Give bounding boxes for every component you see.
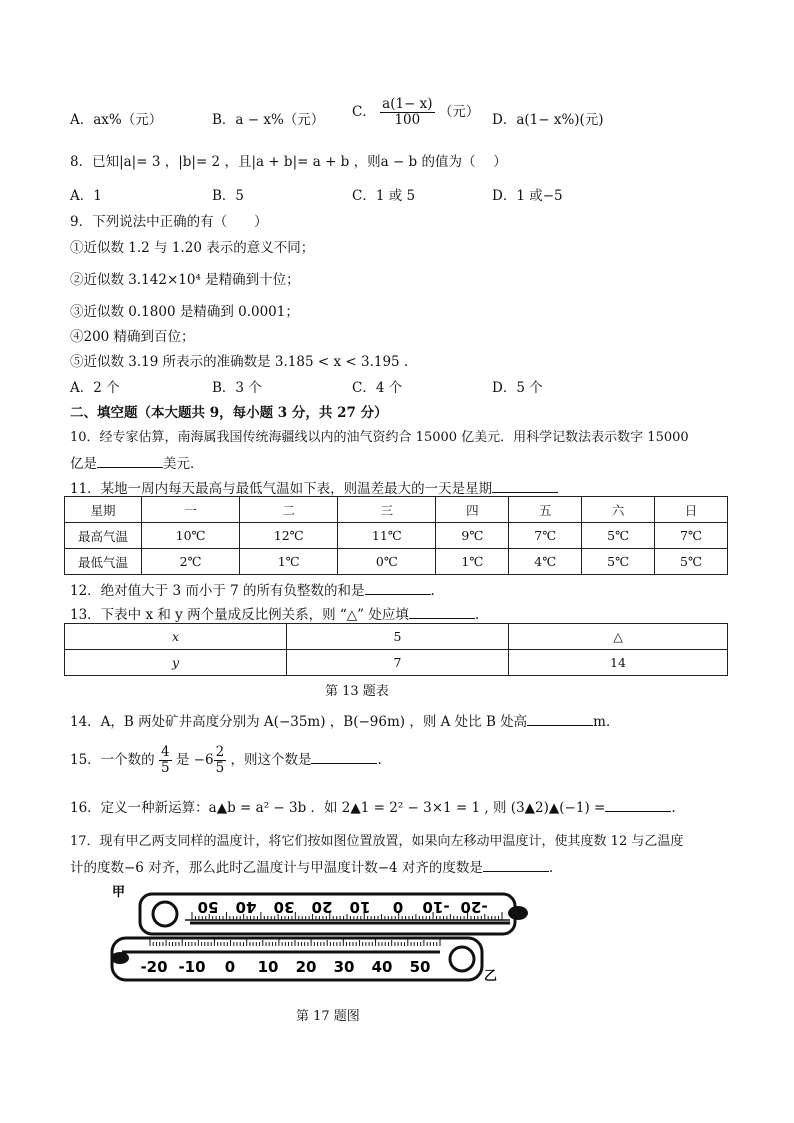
q13-cell: y <box>65 650 287 676</box>
q11-stem: 11．某地一周内每天最高与最低气温如下表，则温差最大的一天是星期 <box>70 481 493 497</box>
q11-cell: 12℃ <box>240 523 338 549</box>
q17-end: . <box>548 860 554 876</box>
scale-label: -10 <box>422 898 450 916</box>
q12-end: . <box>430 583 435 599</box>
q11-temperature-table <box>64 496 728 575</box>
jia-bulb <box>508 906 528 920</box>
q13-caption: 第 13 题表 <box>325 684 389 699</box>
q11-header-cell: 四 <box>436 497 509 523</box>
q15-end: . <box>377 751 382 768</box>
scale-label: 30 <box>273 898 295 916</box>
q17-line2 <box>70 856 553 876</box>
q16-line <box>70 796 676 816</box>
q13-end: . <box>474 607 480 623</box>
scale-label: -20 <box>460 898 488 916</box>
q11-header-row <box>65 497 728 523</box>
q9-item-4: ④200 精确到百位； <box>70 329 195 345</box>
q15-line <box>70 745 382 776</box>
scale-label: 10 <box>349 898 371 916</box>
q8-option-c: C．1 或 5 <box>352 188 416 204</box>
q11-header-cell: 五 <box>509 497 582 523</box>
q7-option-d: D．a(1− x%)(元) <box>492 112 604 128</box>
q13-row-y <box>65 650 728 676</box>
section-2-heading: 二、填空题（本大题共 9，每小题 3 分，共 27 分） <box>70 405 388 421</box>
q15-fraction-2 <box>214 745 227 776</box>
q9-option-a: A．2 个 <box>70 380 120 396</box>
q13-cell: x <box>65 624 287 650</box>
q10-line1: 10．经专家估算，南海属我国传统海疆线以内的油气资约合 15000 亿美元．用科学记数法表示数字 15000 <box>70 430 689 445</box>
yi-hole <box>450 947 474 971</box>
q17-caption: 第 17 题图 <box>296 1009 360 1024</box>
q9-item-5: ⑤近似数 3.19 所表示的准确数是 3.185 < x < 3.195 . <box>70 354 409 370</box>
scale-label: 50 <box>409 958 431 976</box>
q11-cell: 10℃ <box>142 523 240 549</box>
q12-line <box>70 579 435 599</box>
q15-f1-den: 5 <box>160 759 170 776</box>
q16-end: . <box>671 800 676 816</box>
q11-cell: 7℃ <box>655 523 728 549</box>
q7-option-a: A．ax%（元） <box>70 112 163 128</box>
q11-cell: 7℃ <box>509 523 582 549</box>
q13-row-x <box>65 624 728 650</box>
q11-cell: 1℃ <box>240 549 338 575</box>
q7-option-b: B．a − x%（元） <box>212 112 325 128</box>
q12-stem: 12．绝对值大于 3 而小于 7 的所有负整数的和是 <box>70 583 365 599</box>
yi-bulb <box>111 952 129 964</box>
q13-stem: 13．下表中 x 和 y 两个量成反比例关系，则 “△” 处应填 <box>70 607 409 623</box>
q15-part3: ，则这个数是 <box>230 751 312 768</box>
q9-item-1: ①近似数 1.2 与 1.20 表示的意义不同； <box>70 240 315 256</box>
q15-answer-blank[interactable] <box>311 751 377 764</box>
q14-stem: 14．A，B 两处矿井高度分别为 A(−35m) ，B(−96m) ，则 A 处比 B 处高 <box>70 714 528 730</box>
q17-thermometers-figure <box>110 880 540 995</box>
q11-header-cell: 二 <box>240 497 338 523</box>
q17-line1: 17．现有甲乙两支同样的温度计，将它们按如图位置放置，如果向左移动甲温度计，使其度数 12 与乙温度 <box>70 834 684 849</box>
q9-option-d: D．5 个 <box>492 380 543 396</box>
q13-cell: 5 <box>287 624 509 650</box>
q11-header-cell: 一 <box>142 497 240 523</box>
q11-cell: 最低气温 <box>65 549 142 575</box>
q16-stem: 16．定义一种新运算：a▲b = a² − 3b ．如 2▲1 = 2² − 3×1 = 1 , 则 (3▲2)▲(−1) = <box>70 800 606 816</box>
q11-cell: 11℃ <box>338 523 436 549</box>
q13-answer-blank[interactable] <box>409 606 475 619</box>
scale-label: 40 <box>235 898 257 916</box>
q10-answer-blank[interactable] <box>97 455 163 468</box>
scale-label: 20 <box>311 898 333 916</box>
q15-fraction-1 <box>159 745 172 776</box>
q10-suffix: 美元． <box>163 456 204 472</box>
q13-table <box>64 623 728 676</box>
q11-header-cell: 日 <box>655 497 728 523</box>
scale-label: -20 <box>140 958 168 976</box>
jia-hole <box>153 902 177 926</box>
q11-header-cell: 三 <box>338 497 436 523</box>
q12-answer-blank[interactable] <box>365 582 431 595</box>
q9-option-c: C．4 个 <box>352 380 403 396</box>
q7-option-c-label: C． <box>352 103 376 120</box>
label-jia: 甲 <box>112 885 126 900</box>
q11-cell: 5℃ <box>655 549 728 575</box>
q11-header-cell: 星期 <box>65 497 142 523</box>
q13-cell: 14 <box>509 650 728 676</box>
q11-cell: 5℃ <box>582 523 655 549</box>
q11-stem-line <box>70 477 558 497</box>
scale-label: 30 <box>333 958 355 976</box>
scale-label: 0 <box>392 898 404 916</box>
q15-part2: 是 −6 <box>175 751 214 768</box>
thermometer-jia <box>112 885 528 934</box>
q9-item-2: ②近似数 3.142×10⁴ 是精确到十位； <box>70 272 300 288</box>
q15-part1: 15．一个数的 <box>70 751 155 768</box>
q14-line <box>70 710 619 730</box>
scale-label: -10 <box>178 958 206 976</box>
q16-answer-blank[interactable] <box>605 799 671 812</box>
q11-answer-blank[interactable] <box>492 480 558 493</box>
q15-f2-den: 5 <box>215 759 225 776</box>
label-yi: 乙 <box>484 969 498 984</box>
q7-fraction <box>380 97 434 128</box>
thermometer-yi <box>111 938 497 984</box>
q7-frac-num: a(1− x) <box>382 96 433 112</box>
q7-frac-den: 100 <box>394 111 421 128</box>
scale-label: 0 <box>224 958 236 976</box>
q15-f1-num: 4 <box>160 744 170 760</box>
q15-f2-num: 2 <box>215 744 225 760</box>
q11-cell: 9℃ <box>436 523 509 549</box>
q10-line2 <box>70 452 204 472</box>
q14-answer-blank[interactable] <box>527 713 593 726</box>
q13-cell: 7 <box>287 650 509 676</box>
q17-stem: 计的度数−6 对齐，那么此时乙温度计与甲温度计数−4 对齐的度数是 <box>70 860 483 876</box>
q11-cell: 0℃ <box>338 549 436 575</box>
scale-label: 10 <box>257 958 279 976</box>
q11-cell: 最高气温 <box>65 523 142 549</box>
scale-label: 20 <box>295 958 317 976</box>
q8-stem: 8．已知|a|= 3 ，|b|= 2 ，且|a + b|= a + b ，则a − b 的值为（ ） <box>70 154 507 170</box>
q13-cell: △ <box>509 624 728 650</box>
q8-option-a: A．1 <box>70 188 102 204</box>
q11-header-cell: 六 <box>582 497 655 523</box>
q9-stem: 9．下列说法中正确的有（ ） <box>70 214 268 230</box>
q11-cell: 4℃ <box>509 549 582 575</box>
q11-cell: 1℃ <box>436 549 509 575</box>
scale-label: 40 <box>371 958 393 976</box>
q14-end: m． <box>593 714 620 730</box>
q11-high-row <box>65 523 728 549</box>
q10-prefix: 亿是 <box>70 456 97 472</box>
q11-cell: 5℃ <box>582 549 655 575</box>
q11-cell: 2℃ <box>142 549 240 575</box>
q7-option-c <box>352 97 479 128</box>
q9-item-3: ③近似数 0.1800 是精确到 0.0001； <box>70 304 299 320</box>
q7-option-c-unit: （元） <box>438 103 480 120</box>
q8-option-d: D．1 或−5 <box>492 188 563 204</box>
scale-label: 50 <box>197 898 219 916</box>
q17-answer-blank[interactable] <box>483 859 549 872</box>
q13-line <box>70 603 479 623</box>
q8-option-b: B．5 <box>212 188 245 204</box>
q9-option-b: B．3 个 <box>212 380 262 396</box>
q11-low-row <box>65 549 728 575</box>
